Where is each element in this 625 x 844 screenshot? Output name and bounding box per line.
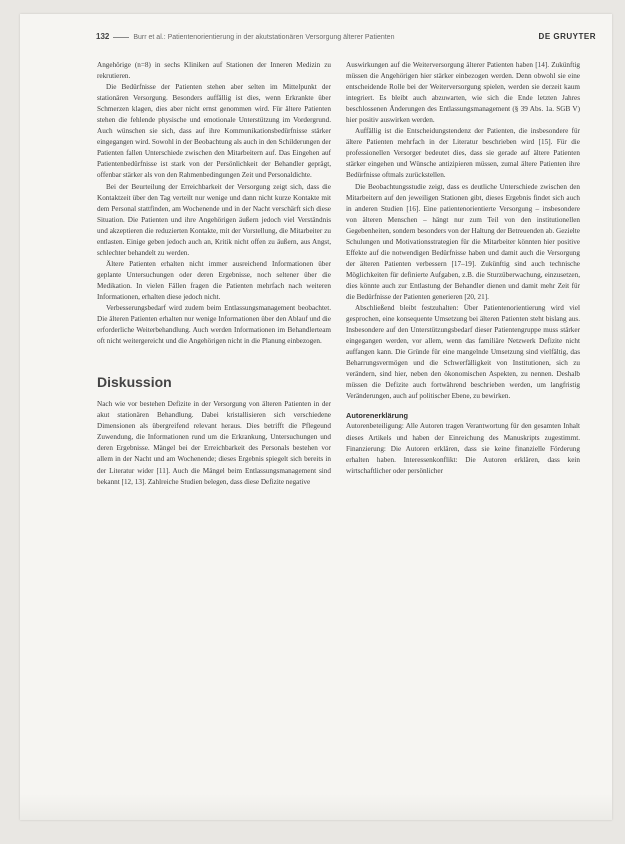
paragraph: Abschließend bleibt festzuhalten: Über Patientenorientierung wird viel gesprochen, eine konsequente Umsetzung bei älteren Patienten steht bislang aus. Insbesondere auf den Unterstützungsbedarf dieser Patientengruppe muss stärker eingegangen werden, vor allem, wenn das familiäre Netzwerk Defizite nicht auffangen kann. Die Gründe für eine mangelnde Umsetzung sind vielfältig, das Beharrungsvermögen und die Schwerfälligkeit von Institutionen, sich zu verändern, sind hier, neben den ökonomischen Aspekten, zu nennen. Deshalb müssen die Defizite auch fortwährend beschrieben werden, um langfristig Veränderungen, auch auf politischer Ebene, zu bewirken. [346,304,580,401]
document-page [20,14,612,820]
header-divider [113,37,129,38]
paragraph: Verbesserungsbedarf wird zudem beim Entlassungsmanagement beobachtet. Die älteren Patienten erhalten nur wenige Informationen über den Ablauf und die erforderliche Weiterbehandlung. Auch werden Informationen im Behandlerteam oft nicht weitergereicht und die Angehörigen nicht in die Planung einbezogen. [97,304,331,346]
paragraph: Auswirkungen auf die Weiterversorgung älterer Patienten haben [14]. Zukünftig müssen die Angehörigen hier stärker einbezogen werden. Denn obwohl sie eine entscheidende Rolle bei der Weiterversorgung spielen, werden sie derzeit kaum integriert. Es bleibt auch abzuwarten, wie sich die Ende letzten Jahres beschlossenen Änderungen des Entlassungsmanagement (§ 39 Abs. 1a. SGB V) hier positiv auswirken werden. [346,61,580,125]
page-bottom-shade [20,794,612,820]
paragraph: Autorenbeteiligung: Alle Autoren tragen Verantwortung für den gesamten Inhalt dieses Artikels und haben der Einreichung des Manuskripts zugestimmt. Finanzierung: Die Autoren erklären, dass sie keine finanzielle Förderung erhalten haben. Interessenkonflikt: Die Autoren erklären, dass kein wirtschaftlicher oder persönlicher [346,422,580,475]
paragraph: Nach wie vor bestehen Defizite in der Versorgung von älteren Patienten in der akut stationären Behandlung. Dabei kristallisieren sich verschiedene Dimensionen als übergreifend relevant heraus. Dies betrifft die Pflegeund Zuwendung, die Informationen rund um die Erkrankung, Untersuchungen und deren Ergebnisse. Mängel bei der Erreichbarkeit des Personals bestehen vor allem in der Nacht und am Wochenende; dieses Ergebnis spiegelt sich bereits in der Literatur wider [11]. Auch die Mängel beim Entlassungsmanagement sind bekannt [12, 13]. Zahlreiche Studien belegen, dass diese Defizite negative [97,400,331,486]
section-heading: Diskussion [97,374,172,391]
running-header [96,32,596,46]
paragraph: Bei der Beurteilung der Erreichbarkeit der Versorgung zeigt sich, dass die Kontaktzeit über den Tag verteilt nur wenige und dann nicht kurze Kontakte mit dem Personal stattfinden, am Wochenende und in der Nacht verschärft sich diese Situation. Die Patienten und ihre Angehörigen äußern jedoch viel Verständnis und akzeptieren die reduzierten Kontakte, mit der Vorstellung, die Mitarbeiter zu entlasten. Einige geben jedoch auch an, Kritik nicht offen zu äußern, aus Angst, schlechter behandelt zu werden. [97,182,331,257]
right-column [346,60,580,477]
paragraph: Angehörige (n=8) in sechs Kliniken auf Stationen der Inneren Medizin zu rekrutieren. [97,61,331,81]
page-number: 132 [96,32,110,41]
subheading: Autorenerklärung [346,411,409,421]
paragraph: Die Bedürfnisse der Patienten stehen aber selten im Mittelpunkt der stationären Versorgung. Besonders auffällig ist dies, wenn Erkrankte über Schmerzen klagen, dies aber nicht ernst genommen wird. Für ältere Patienten stehen die fehlende physische und emotionale Unterstützung im Vordergrund. Auch wünschen sie sich, dass auf ihre Kommunikationsbedürfnisse stärker eingegangen wird. Sowohl in der Beobachtung als auch in den Schilderungen der Patienten fallen Unterschiede zwischen den Mitarbeitern auf. Das Eingehen auf Patientenbedürfnisse ist stark von der Persönlichkeit der Behandler geprägt, offenbar stärker als von den Rahmenbedingungen Zeit und Personaldichte. [97,83,331,180]
paragraph: Auffällig ist die Entscheidungstendenz der Patienten, die insbesondere für ältere Patienten mehrfach in der Literatur beschrieben wird [15]. Für die professionellen Versorger bedeutet dies, dass sie gerade auf ältere Patienten stärker eingehen und Wünsche antizipieren müssen, zumal ältere Patienten ihre Bedürfnisse oftmals zurückstellen. [346,127,580,180]
left-column [97,60,331,488]
paragraph: Die Beobachtungsstudie zeigt, dass es deutliche Unterschiede zwischen den Mitarbeitern auf den jeweiligen Stationen gibt, dieses Ergebnis findet sich auch in anderen Studien [16]. Eine patientenorientierte Versorgung – insbesondere von älteren Menschen – hängt nur zum Teil von den institutionellen Gegebenheiten, sondern besonders von der Haltung der Betreuenden ab. Gezielte Schulungen und Motivationsstrategien für die Mitarbeiter könnten hier positive Effekte auf die notwendigen Bedürfnisse haben und damit auch die Versorgung der älteren Patienten verbessern [17–19]. Zukünftig sind auch technische Möglichkeiten für definierte Aufgaben, z.B. die Sturzüberwachung, einzusetzen, dies könnte auch zur Entlastung der Behandler dienen und damit mehr Zeit für die Bedürfnisse der Patienten generieren [20, 21]. [346,182,580,301]
publisher-logo: DE GRUYTER [538,32,596,41]
paragraph: Ältere Patienten erhalten nicht immer ausreichend Informationen über geplante Untersuchungen oder deren Ergebnisse, noch seltener über die Medikation. In vielen Fällen fragen die Patienten mehrfach nach weiteren Informationen, erhalten diese jedoch nicht. [97,259,331,301]
running-title: Burr et al.: Patientenorientierung in der akutstationären Versorgung älterer Patienten [133,34,395,41]
